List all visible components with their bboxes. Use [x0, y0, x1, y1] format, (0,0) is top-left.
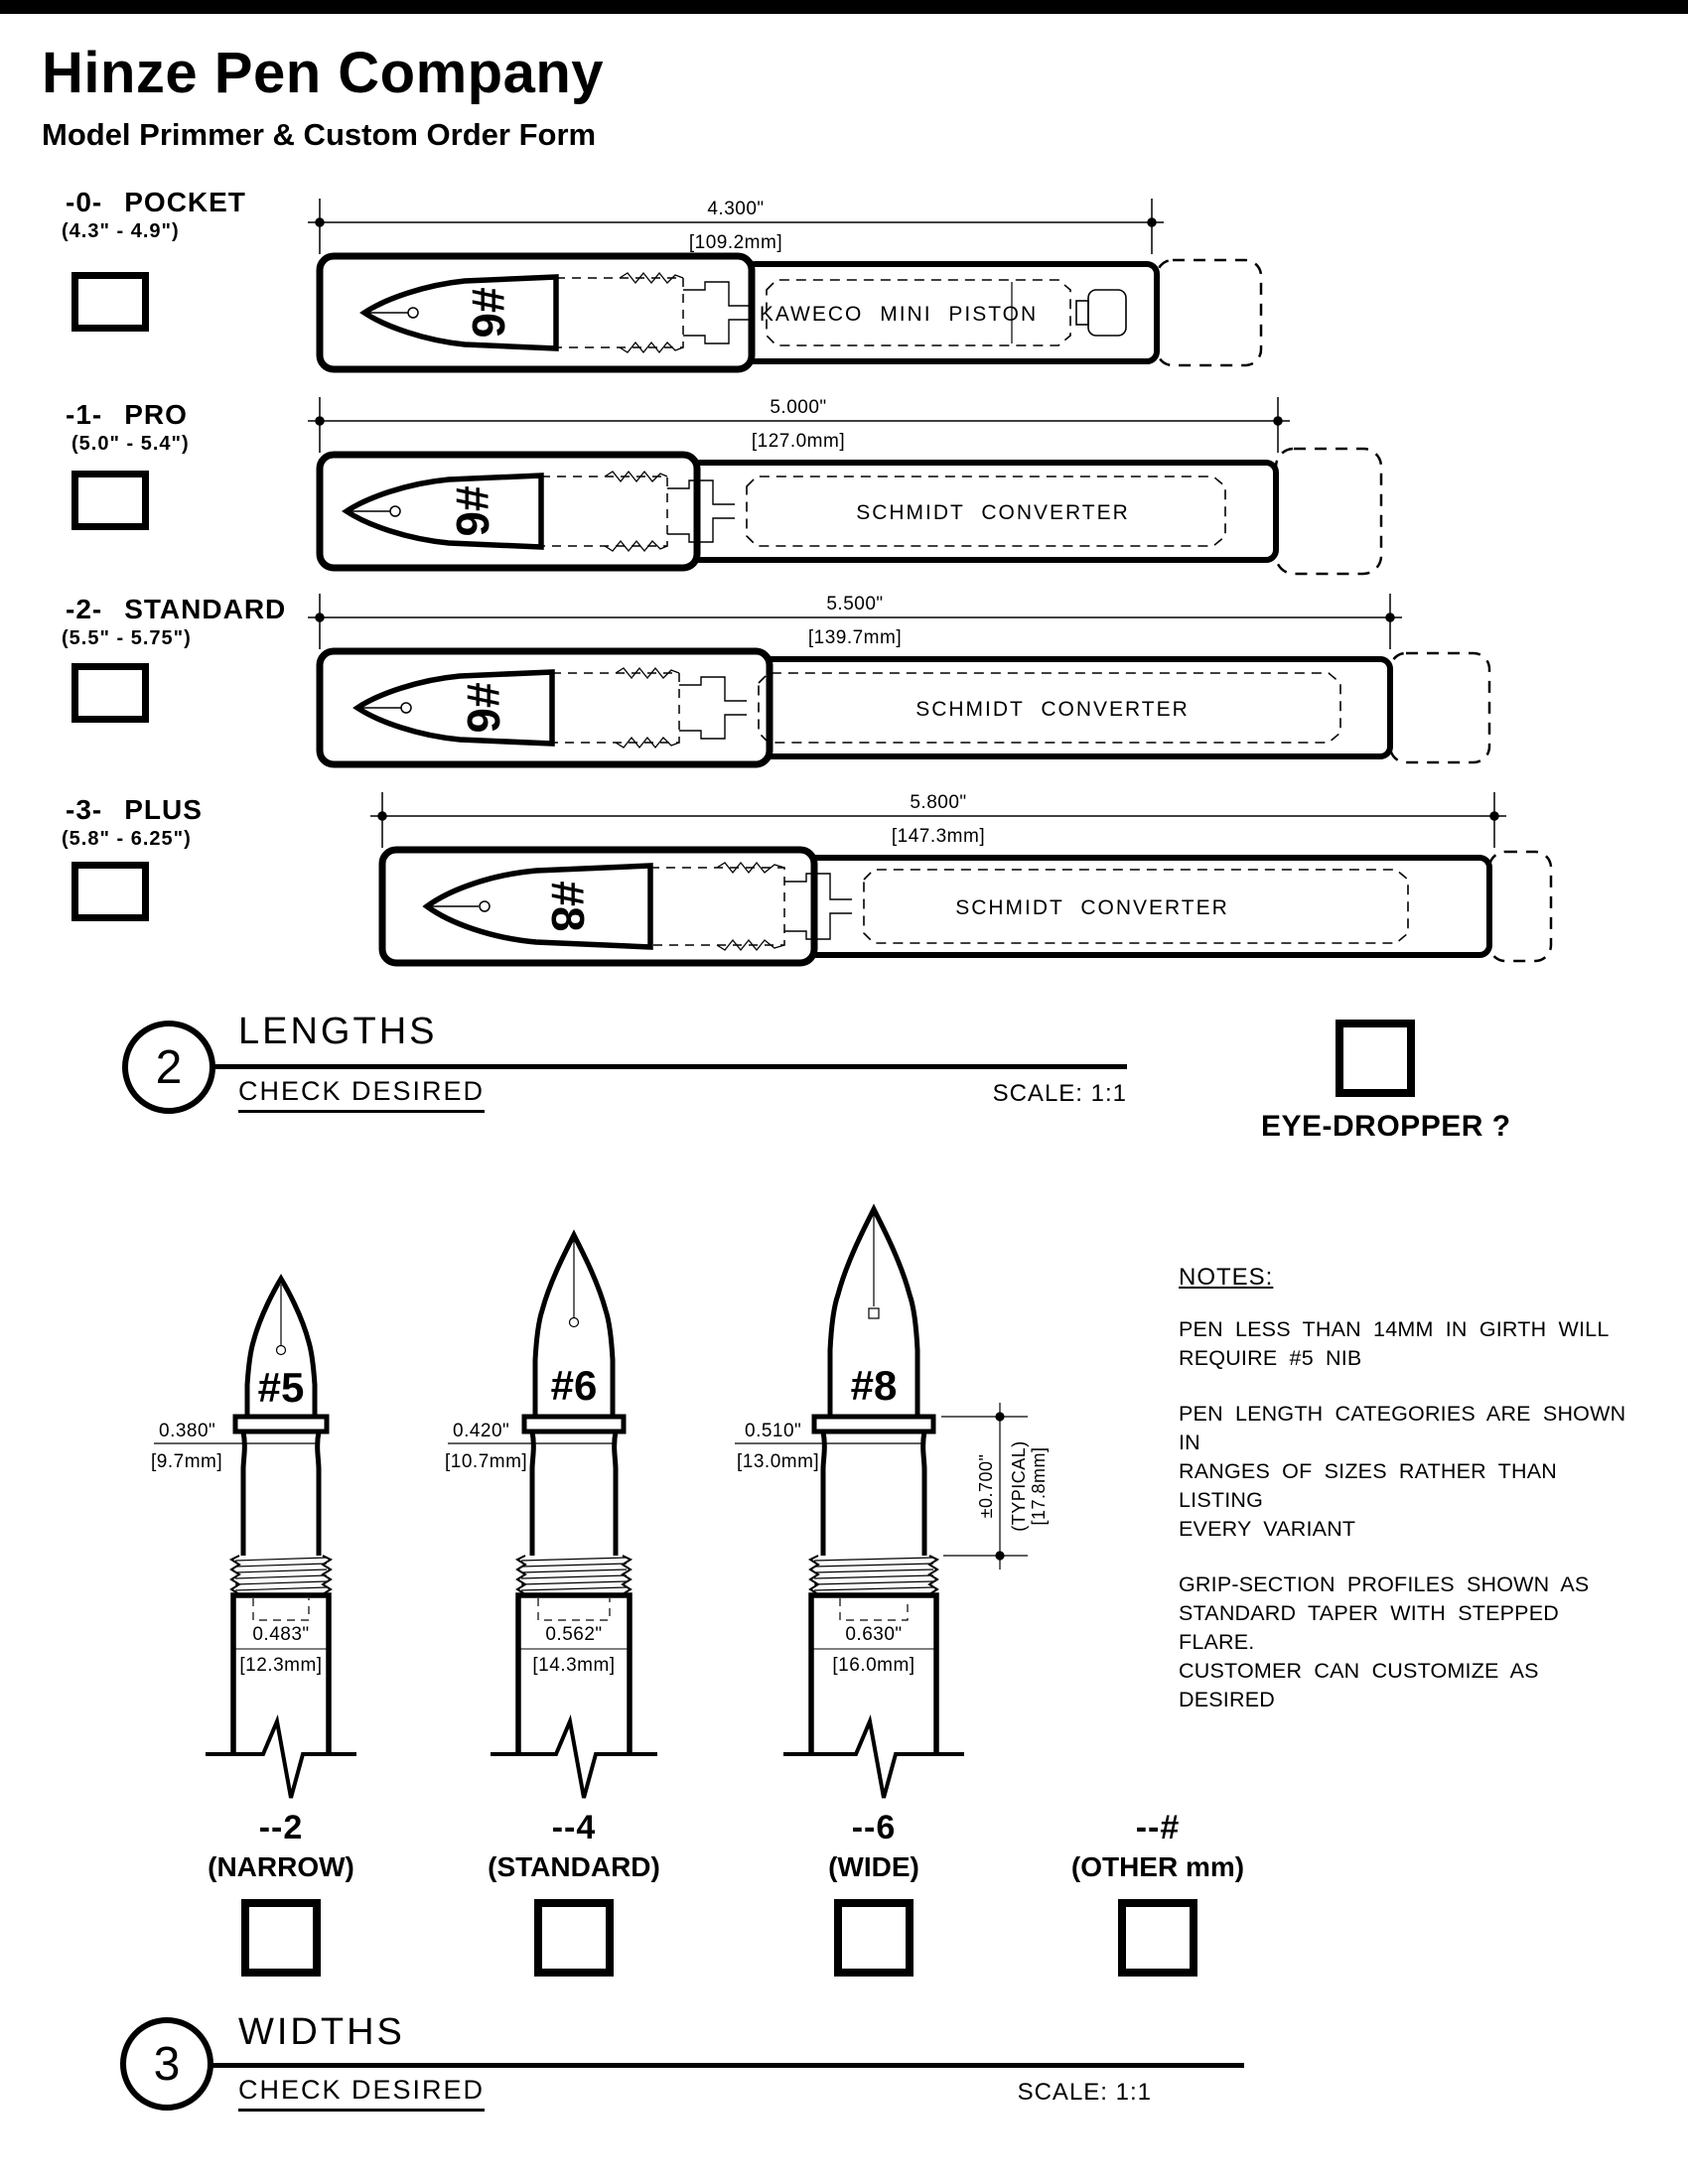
section-2-digit: 2	[155, 1040, 183, 1094]
model-pro-name: PRO	[124, 399, 188, 430]
section-3-number	[120, 2017, 213, 2111]
standard-length-mm: [139.7mm]	[807, 627, 903, 648]
nib5-top-mm: [9.7mm]	[151, 1451, 223, 1472]
page-subtitle: Model Primmer & Custom Order Form	[42, 117, 597, 152]
notes-line: CUSTOMER CAN CUSTOMIZE AS DESIRED	[1179, 1659, 1539, 1711]
pen-length-drawings	[0, 179, 1688, 983]
pocket-nib-size: #6	[463, 287, 514, 339]
pro-length-mm: [127.0mm]	[751, 431, 846, 452]
model-standard-name: STANDARD	[124, 594, 287, 624]
model-pro-code: -1-	[66, 399, 103, 430]
section-3-rule	[211, 2063, 1244, 2068]
nib6-top-in: 0.420"	[453, 1421, 510, 1441]
nib5-top-in: 0.380"	[159, 1421, 216, 1441]
notes-line: REQUIRE #5 NIB	[1179, 1346, 1362, 1370]
nib6-base-in: 0.562"	[545, 1624, 603, 1645]
width-wide-name: (WIDE)	[828, 1851, 919, 1882]
width-wide-checkbox[interactable]	[834, 1899, 914, 1977]
notes-line: GRIP-SECTION PROFILES SHOWN AS	[1179, 1572, 1590, 1596]
width-standard-code: --4	[551, 1809, 597, 1846]
nib8-base-in: 0.630"	[845, 1624, 903, 1645]
standard-filling-label: SCHMIDT CONVERTER	[915, 698, 1190, 721]
pocket-cap-outline	[1157, 260, 1261, 365]
nib-width-drawings	[0, 1171, 1688, 1827]
model-standard-code: -2-	[66, 594, 103, 624]
plus-length-in: 5.800"	[910, 792, 967, 813]
nib8-top-in: 0.510"	[745, 1421, 802, 1441]
standard-length-in: 5.500"	[826, 594, 884, 614]
eye-dropper-label: EYE-DROPPER ?	[1261, 1110, 1511, 1143]
width-narrow-name: (NARROW)	[208, 1851, 354, 1882]
nib6-drawing	[445, 1235, 657, 1798]
plus-nib-size: #8	[542, 881, 594, 932]
standard-pen-drawing	[308, 594, 1489, 764]
model-pocket-range: (4.3" - 4.9")	[62, 220, 180, 242]
notes-line: EVERY VARIANT	[1179, 1517, 1356, 1541]
width-narrow-checkbox[interactable]	[241, 1899, 321, 1977]
nib8-drawing	[735, 1209, 964, 1798]
section-2-number	[122, 1021, 215, 1114]
widths-section-title: WIDTHS	[238, 2011, 405, 2053]
pocket-pen-drawing	[308, 199, 1261, 369]
lengths-section-title: LENGTHS	[238, 1011, 438, 1052]
notes-line: PEN LESS THAN 14MM IN GIRTH WILL	[1179, 1317, 1610, 1341]
notes-line: PEN LENGTH CATEGORIES ARE SHOWN IN	[1179, 1402, 1626, 1454]
width-other-name: (OTHER mm)	[1070, 1851, 1245, 1882]
model-pocket-code: -0-	[66, 187, 103, 217]
width-wide-option	[745, 1809, 1003, 1977]
pro-pen-drawing	[308, 397, 1381, 574]
plus-filling-label: SCHMIDT CONVERTER	[955, 896, 1229, 919]
widths-check-desired: CHECK DESIRED	[238, 2075, 485, 2112]
width-other-checkbox[interactable]	[1118, 1899, 1197, 1977]
section-2-rule	[213, 1064, 1127, 1069]
pocket-filling-label: KAWECO MINI PISTON	[759, 303, 1039, 326]
nib6-base-mm: [14.3mm]	[532, 1655, 616, 1676]
typical-dimension	[941, 1403, 1049, 1570]
model-plus-code: -3-	[66, 794, 103, 825]
model-plus-name: PLUS	[124, 794, 203, 825]
page-title: Hinze Pen Company	[42, 41, 605, 105]
page-top-border	[0, 0, 1688, 14]
notes-title: NOTES:	[1179, 1264, 1274, 1291]
standard-nib-size: #6	[458, 682, 509, 734]
typical-value: ±0.700"	[976, 1453, 996, 1519]
nib5-drawing	[151, 1279, 356, 1798]
width-narrow-code: --2	[258, 1809, 304, 1846]
pro-filling-label: SCHMIDT CONVERTER	[856, 501, 1130, 524]
width-standard-option	[445, 1809, 703, 1977]
model-standard-range: (5.5" - 5.75")	[62, 627, 192, 649]
eye-dropper-checkbox[interactable]	[1336, 1020, 1415, 1097]
typical-note: (TYPICAL)	[1009, 1440, 1029, 1532]
width-narrow-option	[152, 1809, 410, 1977]
width-wide-code: --6	[851, 1809, 897, 1846]
nib5-size-label: #5	[257, 1364, 305, 1411]
plus-pen-drawing	[370, 792, 1551, 963]
pro-nib-size: #6	[447, 485, 498, 537]
nib6-size-label: #6	[550, 1362, 598, 1409]
lengths-scale: SCALE: 1:1	[992, 1080, 1127, 1107]
nib5-base-mm: [12.3mm]	[239, 1655, 323, 1676]
model-pocket-name: POCKET	[124, 187, 246, 217]
nib8-base-mm: [16.0mm]	[832, 1655, 915, 1676]
width-other-code: --#	[1135, 1809, 1181, 1846]
nib6-top-mm: [10.7mm]	[445, 1451, 528, 1472]
plus-cap-outline	[1489, 852, 1551, 961]
notes-line: STANDARD TAPER WITH STEPPED FLARE.	[1179, 1601, 1559, 1654]
width-standard-checkbox[interactable]	[534, 1899, 614, 1977]
pro-cap-outline	[1276, 449, 1381, 574]
model-plus-range: (5.8" - 6.25")	[62, 828, 192, 850]
section-3-digit: 3	[153, 2037, 181, 2091]
width-standard-name: (STANDARD)	[488, 1851, 660, 1882]
lengths-check-desired: CHECK DESIRED	[238, 1076, 485, 1113]
nib8-top-mm: [13.0mm]	[737, 1451, 820, 1472]
typical-mm: [17.8mm]	[1029, 1446, 1049, 1526]
width-other-option	[1029, 1809, 1287, 1977]
notes-line: RANGES OF SIZES RATHER THAN LISTING	[1179, 1459, 1558, 1512]
standard-cap-outline	[1390, 653, 1489, 762]
pocket-length-mm: [109.2mm]	[688, 232, 783, 253]
pocket-length-in: 4.300"	[707, 199, 765, 219]
nib5-base-in: 0.483"	[252, 1624, 310, 1645]
widths-scale: SCALE: 1:1	[1017, 2079, 1152, 2106]
nib8-size-label: #8	[850, 1362, 898, 1409]
pro-length-in: 5.000"	[770, 397, 827, 418]
plus-length-mm: [147.3mm]	[891, 826, 986, 847]
model-pro-range: (5.0" - 5.4")	[71, 433, 190, 455]
